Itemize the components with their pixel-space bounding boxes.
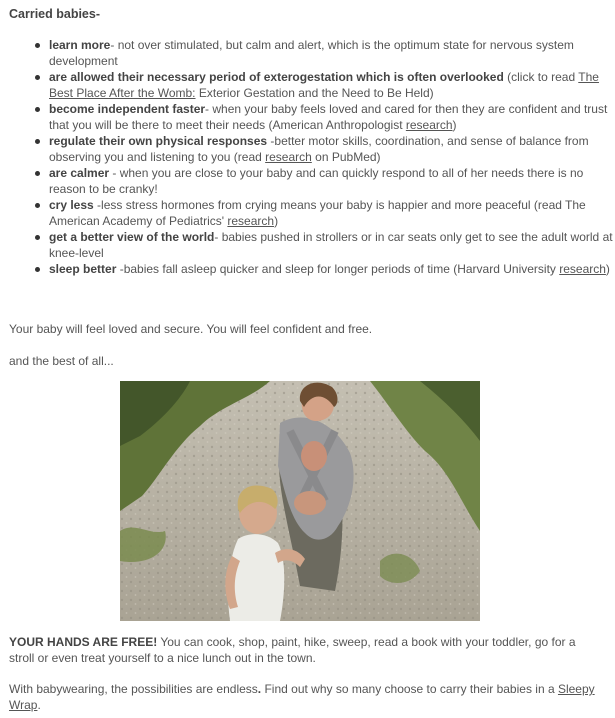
benefit-text: -less stress hormones from crying means your baby is happier and more peaceful (read The American Academy of Pediatrics': [49, 198, 586, 228]
benefit-title: become independent faster: [49, 102, 206, 116]
pubmed-research-link[interactable]: research: [265, 150, 312, 164]
benefit-text: - not over stimulated, but calm and alert, which is the optimum state for nervous system development: [49, 38, 574, 68]
list-item: [49, 261, 615, 277]
hands-free-text: You can cook, shop, paint, hike, sweep, read a book with your toddler, go for a stroll or even treat yourself to a nice lunch out in the town.: [9, 635, 576, 665]
hands-free-title: YOUR HANDS ARE FREE!: [9, 635, 158, 649]
benefits-list: [28, 37, 615, 277]
possibilities-paragraph: [9, 681, 599, 713]
best-of-all-text: and the best of all...: [9, 354, 114, 368]
loved-paragraph: Your baby will feel loved and secure. You will feel confident and free.: [9, 322, 373, 336]
benefit-text: (click to read: [503, 70, 579, 84]
list-item: [49, 101, 615, 133]
sleepy-wrap-link[interactable]: Sleepy Wrap: [9, 682, 595, 712]
benefit-text: -better motor skills, coordination, and sense of balance from observing you and listening to you (read: [49, 134, 589, 164]
benefit-title: get a better view of the world: [49, 230, 215, 244]
benefit-text: on PubMed): [311, 150, 381, 164]
best-place-link[interactable]: The Best Place After the Womb:: [49, 70, 599, 100]
benefit-title: regulate their own physical responses: [49, 134, 268, 148]
babywearing-photo: [120, 381, 480, 621]
hands-free-paragraph: [9, 634, 599, 666]
list-item: [49, 197, 615, 229]
anthropologist-research-link[interactable]: research: [405, 118, 453, 132]
possibilities-text: With babywearing, the possibilities are endless: [9, 682, 258, 696]
possibilities-period: .: [257, 682, 262, 696]
benefit-title: cry less: [49, 198, 94, 212]
benefit-text: - when you are close to your baby and can quickly respond to all of her needs there is no reason to be cranky!: [49, 166, 584, 196]
benefit-title: sleep better: [49, 262, 117, 276]
benefit-text: Exterior Gestation and the Need to Be Held): [195, 86, 434, 100]
section-heading: Carried babies-: [9, 7, 101, 21]
list-item: [49, 229, 615, 261]
benefit-text: - when your baby feels loved and cared for then they are confident and trust that you will be there to meet their needs (American Anthropologist: [49, 102, 608, 132]
possibilities-text: Find out why so many choose to carry their babies in a: [261, 682, 558, 696]
benefit-text: ): [274, 214, 279, 228]
benefit-title: are calmer: [49, 166, 110, 180]
list-item: [49, 69, 615, 101]
benefit-title: learn more: [49, 38, 111, 52]
list-item: [49, 133, 615, 165]
benefit-text: ): [452, 118, 457, 132]
pediatrics-research-link[interactable]: research: [227, 214, 275, 228]
harvard-research-link[interactable]: research: [559, 262, 606, 276]
possibilities-end: .: [37, 698, 41, 712]
benefit-text: ): [605, 262, 610, 276]
benefit-text: - babies pushed in strollers or in car seats only get to see the adult world at knee-level: [49, 230, 613, 260]
list-item: [49, 165, 615, 197]
list-item: [49, 37, 615, 69]
benefit-text: -babies fall asleep quicker and sleep for longer periods of time (Harvard University: [116, 262, 560, 276]
benefit-title: are allowed their necessary period of exterogestation which is often overlooked: [49, 70, 504, 84]
